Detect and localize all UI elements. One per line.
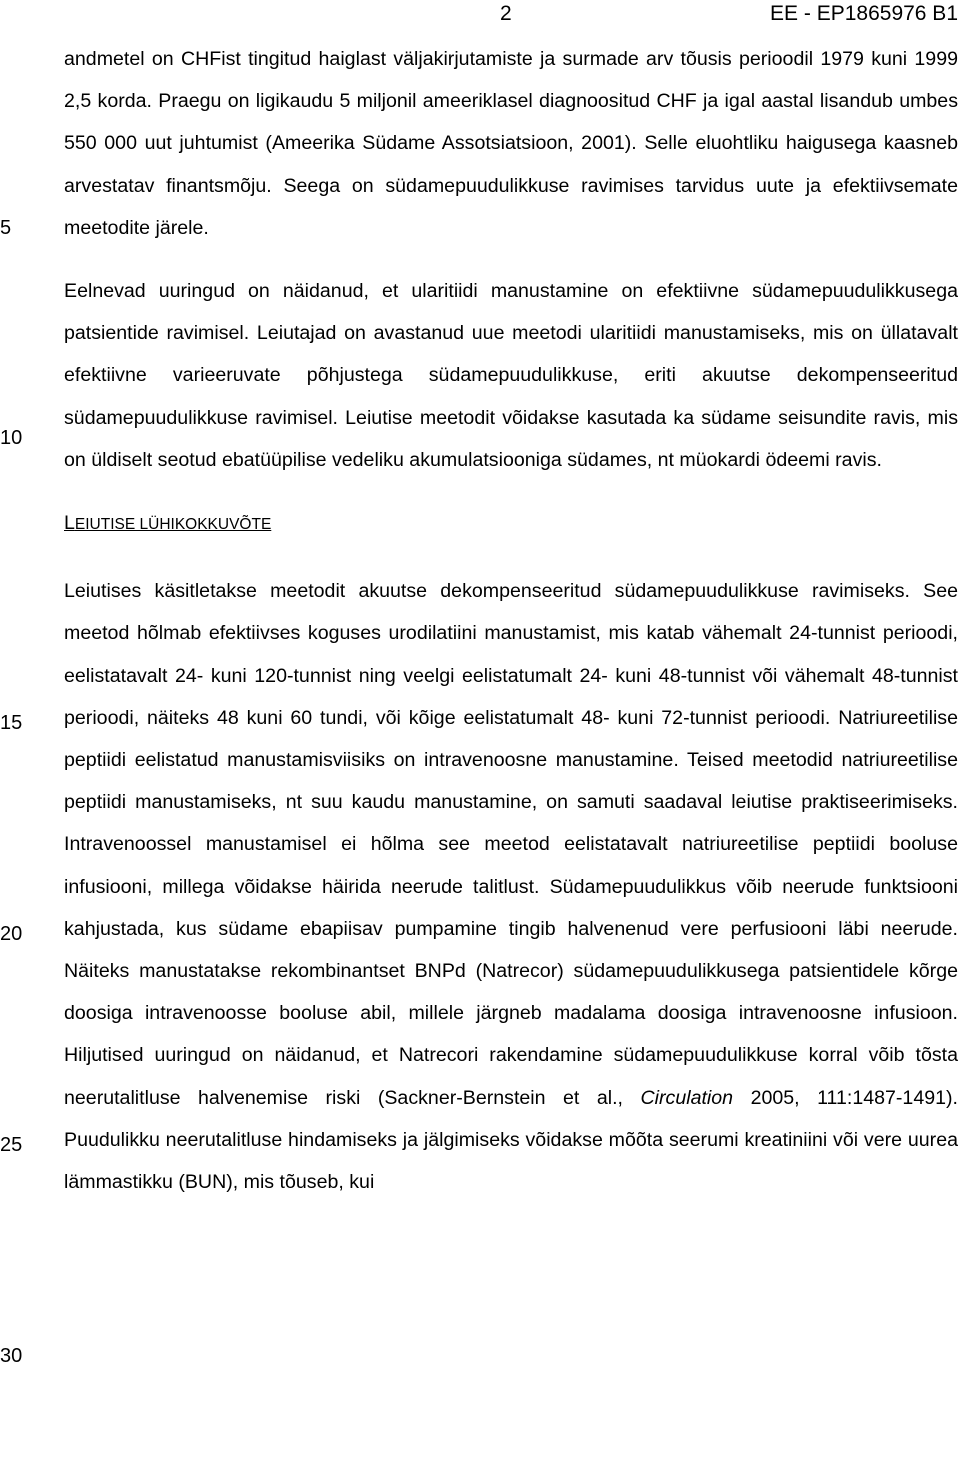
line-number-15: 15: [0, 712, 23, 734]
document-body: [64, 38, 958, 1203]
page-number: 2: [500, 2, 512, 25]
line-number-20: 20: [0, 923, 23, 945]
paragraph-2: Eelnevad uuringud on näidanud, et ularitiidi manustamine on efektiivne südamepuudulikkusega patsientide ravimisel. Leiutajad on avastanud uue meetodi ularitiidi manustamiseks, mis on üllatavalt efektiivne varieeruvate põhjustega südamepuudulikkuse, eriti akuutse dekompenseeritud südamepuudulikkuse ravimisel. Leiutise meetodit võidakse kasutada ka südame seisundite ravis, mis on üldiselt seotud ebatüüpilise vedeliku akumulatsiooniga südames, nt müokardi ödeemi ravis.: [64, 280, 958, 471]
line-number-25: 25: [0, 1134, 23, 1156]
line-number-10: 10: [0, 427, 23, 449]
heading-rest: EIUTISE LÜHIKOKKUVÕTE: [74, 516, 272, 534]
paragraph-3: [64, 570, 958, 1203]
paragraph-1: andmetel on CHFist tingitud haiglast väljakirjutamiste ja surmade arv tõusis perioodil 1979 kuni 1999 2,5 korda. Praegu on ligikaudu 5 miljonil ameeriklasel diagnoositud CHF ja igal aastal lisandub umbes 550 000 uut juhtumist (Ameerika Südame Assotsiatsioon, 2001). Selle eluohtliku haigusega kaasneb arvestatav finantsmõju. Seega on südamepuudulikkuse ravimises tarvidus uute ja efektiivsemate meetodite järele.: [64, 48, 958, 239]
line-number-5: 5: [0, 217, 12, 239]
document-id: EE - EP1865976 B1: [770, 2, 958, 25]
heading-initial: L: [64, 512, 75, 535]
section-heading: [64, 502, 958, 546]
paragraph-3-text: Leiutises käsitletakse meetodit akuutse dekompenseeritud südamepuudulikkuse ravimiseks. See meetod hõlmab efektiivses koguses urodilatiini manustamist, mis katab vähemalt 24-tunnist perioodi, eelistatavalt 24- kuni 120-tunnist ning veelgi eelistatumalt 24- kuni 48-tunnist või vähemalt 48-tunnist perioodi, näiteks 48 kuni 60 tundi, või kõige eelistatumalt 48- kuni 72-tunnist perioodi. Natriureetilise peptiidi eelistatud manustamisviisiks on intravenoosne manustamine. Teised meetodid natriureetilise peptiidi manustamiseks, nt suu kaudu manustamine, on samuti saadaval leiutise praktiseerimiseks. Intravenoossel manustamisel ei hõlma see meetod eelistatavalt natriureetilise peptiidi booluse infusiooni, millega võidakse häirida neerude talitlust. Südamepuudulikkus võib neerude funktsiooni kahjustada, kus südame ebapiisav pumpamine tingib halvenenud vere perfusiooni läbi neerude. Näiteks manustatakse rekombinantset BNPd (Natrecor) südamepuudulikkusega patsientidele kõrge doosiga intravenoosse booluse abil, millele järgneb madalama doosiga intravenoosne infusioon. Hiljutised uuringud on näidanud, et Natrecori rakendamine südamepuudulikkuse korral võib tõsta neerutalitluse halvenemise riski (Sackner-Bernstein et al.,: [64, 580, 958, 1109]
paragraph-3-tail: 2005, 111:1487-1491). Puudulikku neerutalitluse hindamiseks ja jälgimiseks võidakse mõõta seerumi kreatiniini või vere uurea lämmastikku (BUN), mis tõuseb, kui: [64, 1086, 958, 1194]
journal-name: Circulation: [640, 1086, 734, 1109]
line-number-30: 30: [0, 1345, 23, 1367]
